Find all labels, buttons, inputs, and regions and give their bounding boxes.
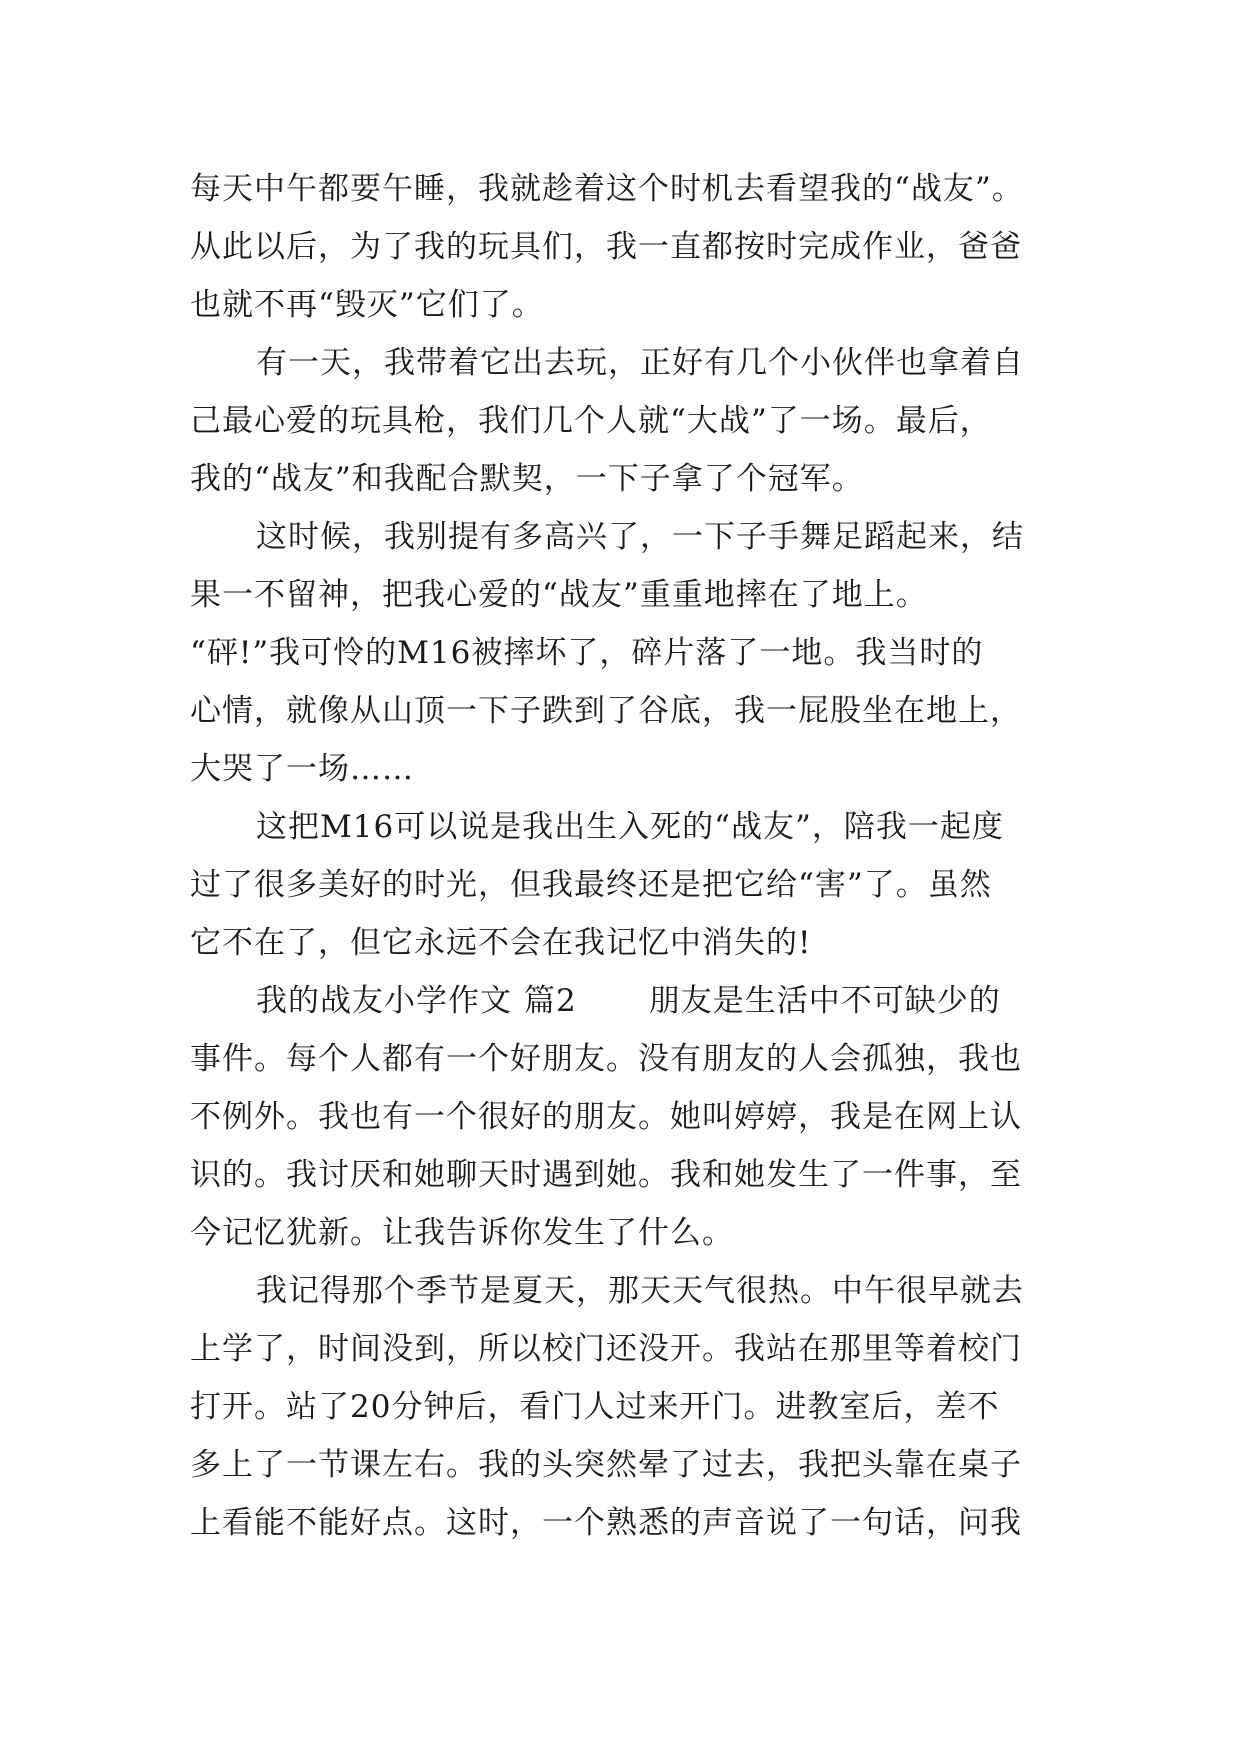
- text-line: 我的“战友”和我配合默契，一下子拿了个冠军。: [190, 461, 864, 497]
- paragraph-start-line: 有一天，我带着它出去玩，正好有几个小伙伴也拿着自: [256, 345, 1024, 381]
- text-line: 今记忆犹新。让我告诉你发生了什么。: [190, 1215, 734, 1251]
- paragraph-start-line: 这把M16可以说是我出生入死的“战友”，陪我一起度: [256, 809, 1004, 845]
- text-line: “砰!”我可怜的M16被摔坏了，碎片落了一地。我当时的: [190, 635, 984, 671]
- essay-body: [190, 160, 1060, 1552]
- text-line: 识的。我讨厌和她聊天时遇到她。我和她发生了一件事，至: [190, 1157, 1022, 1193]
- essay-part-label: 篇2: [524, 983, 577, 1019]
- text-line: 事件。每个人都有一个好朋友。没有朋友的人会孤独，我也: [190, 1041, 1022, 1077]
- section-heading-line: [190, 972, 1060, 1030]
- text-line: 过了很多美好的时光，但我最终还是把它给“害”了。虽然: [190, 867, 992, 903]
- text-line: 它不在了，但它永远不会在我记忆中消失的!: [190, 925, 812, 961]
- text-line: 也就不再“毁灭”它们了。: [190, 287, 544, 323]
- text-line: 上看能不能好点。这时，一个熟悉的声音说了一句话，问我: [190, 1505, 1022, 1541]
- text-line: 不例外。我也有一个很好的朋友。她叫婷婷，我是在网上认: [190, 1099, 1022, 1135]
- text-line: 多上了一节课左右。我的头突然晕了过去，我把头靠在桌子: [190, 1447, 1022, 1483]
- text-line: 朋友是生活中不可缺少的: [648, 983, 1001, 1019]
- paragraph-start-line: 这时候，我别提有多高兴了，一下子手舞足蹈起来，结: [256, 519, 1024, 555]
- text-line: 己最心爱的玩具枪，我们几个人就“大战”了一场。最后，: [190, 403, 992, 439]
- text-line: 每天中午都要午睡，我就趁着这个时机去看望我的“战友”。: [190, 171, 1024, 207]
- essay-title: 我的战友小学作文: [256, 983, 512, 1019]
- text-line: 大哭了一场……: [190, 751, 414, 787]
- text-line: 上学了，时间没到，所以校门还没开。我站在那里等着校门: [190, 1331, 1022, 1367]
- text-line: 打开。站了20分钟后，看门人过来开门。进教室后，差不: [190, 1389, 1000, 1425]
- text-line: 心情，就像从山顶一下子跌到了谷底，我一屁股坐在地上，: [190, 693, 1022, 729]
- text-line: 果一不留神，把我心爱的“战友”重重地摔在了地上。: [190, 577, 928, 613]
- paragraph-start-line: 我记得那个季节是夏天，那天天气很热。中午很早就去: [256, 1273, 1024, 1309]
- text-line: 从此以后，为了我的玩具们，我一直都按时完成作业，爸爸: [190, 229, 1022, 265]
